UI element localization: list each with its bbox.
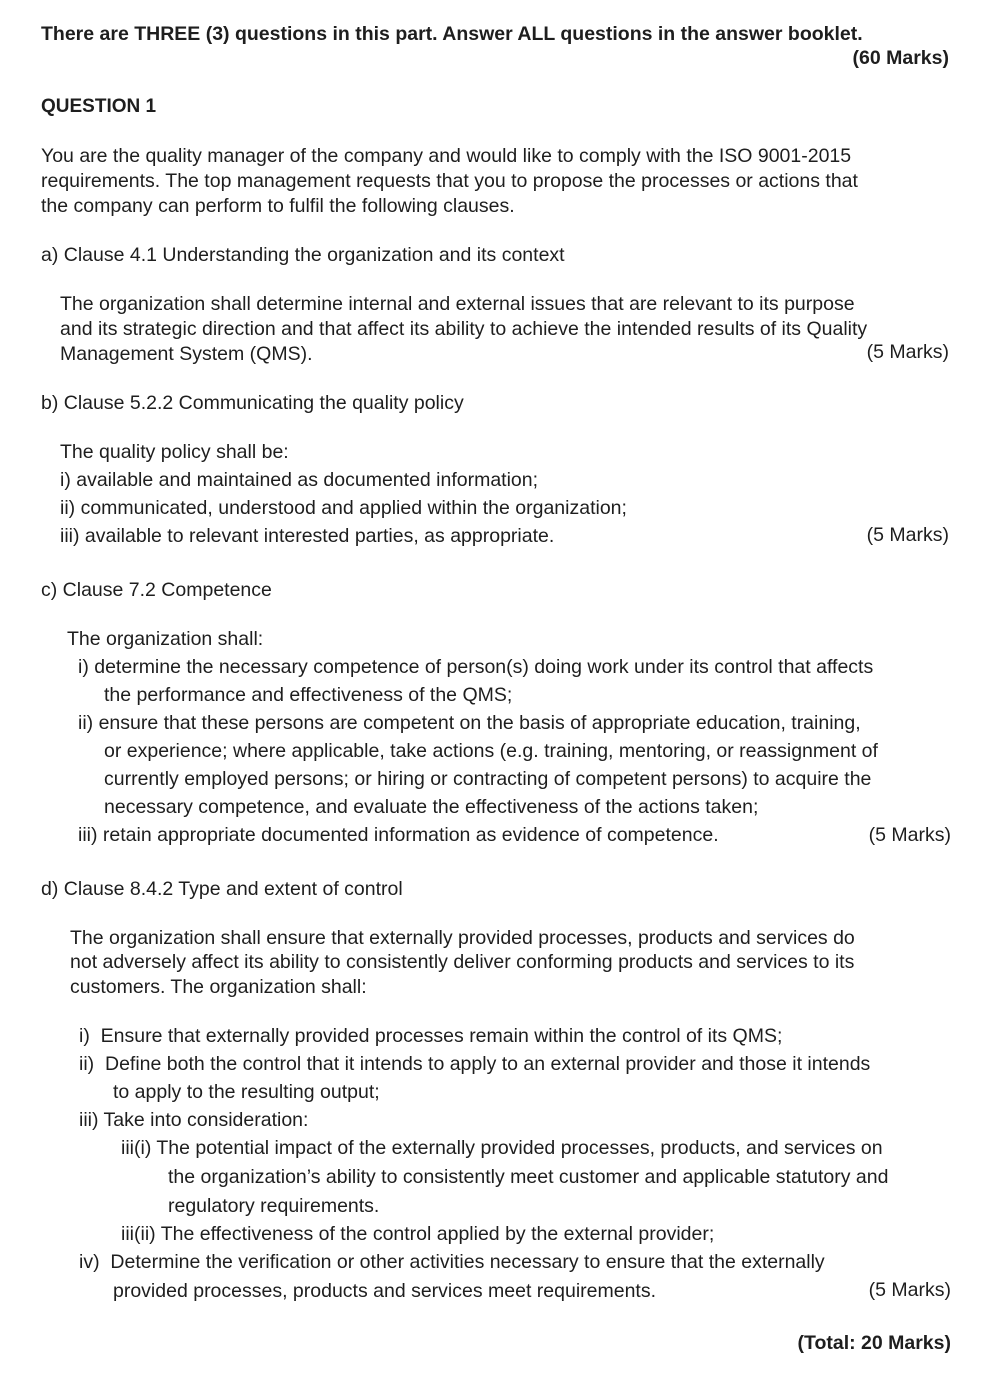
part-d-line: regulatory requirements.: [168, 1195, 380, 1217]
part-marks: (60 Marks): [852, 47, 949, 69]
part-c-line: necessary competence, and evaluate the effectiveness of the actions taken;: [104, 796, 759, 818]
part-c-line: the performance and effectiveness of the QMS;: [104, 684, 513, 706]
part-b-marks: (5 Marks): [866, 524, 949, 546]
part-d-line: the organization’s ability to consistently meet customer and applicable statutory and: [168, 1166, 889, 1188]
part-d-line: i) Ensure that externally provided processes remain within the control of its QMS;: [79, 1025, 783, 1047]
part-a-marks: (5 Marks): [866, 341, 949, 363]
part-b-item: iii) available to relevant interested parties, as appropriate.: [60, 525, 555, 547]
total-marks: (Total: 20 Marks): [797, 1332, 951, 1354]
part-a-line: The organization shall determine internal and external issues that are relevant to its purpose: [60, 293, 855, 315]
question-intro-line: the company can perform to fulfil the following clauses.: [41, 195, 515, 217]
part-d-line: iii(i) The potential impact of the externally provided processes, products, and services on: [121, 1137, 883, 1159]
part-b-heading: b) Clause 5.2.2 Communicating the quality policy: [41, 392, 464, 414]
part-d-marks: (5 Marks): [868, 1279, 951, 1301]
part-d-line: ii) Define both the control that it intends to apply to an external provider and those it intends: [79, 1053, 871, 1075]
part-c-line: iii) retain appropriate documented information as evidence of competence.: [78, 824, 719, 846]
question-title: QUESTION 1: [41, 96, 157, 117]
part-b-item: i) available and maintained as documented information;: [60, 469, 539, 491]
part-d-line: iv) Determine the verification or other activities necessary to ensure that the externally: [79, 1251, 825, 1273]
part-a-line: and its strategic direction and that affect its ability to achieve the intended results of its Quality: [60, 318, 868, 340]
part-a-line: Management System (QMS).: [60, 343, 313, 365]
part-d-line: iii) Take into consideration:: [79, 1109, 309, 1131]
part-d-intro-line: customers. The organization shall:: [70, 976, 367, 998]
part-b-lead: The quality policy shall be:: [60, 441, 289, 463]
exam-instruction: There are THREE (3) questions in this part. Answer ALL questions in the answer booklet.: [41, 23, 863, 45]
part-c-line: or experience; where applicable, take actions (e.g. training, mentoring, or reassignment of: [104, 740, 878, 762]
part-c-line: currently employed persons; or hiring or contracting of competent persons) to acquire the: [104, 768, 872, 790]
part-d-line: provided processes, products and services meet requirements.: [113, 1280, 657, 1302]
part-c-line: i) determine the necessary competence of person(s) doing work under its control that affects: [78, 656, 874, 678]
part-d-line: iii(ii) The effectiveness of the control applied by the external provider;: [121, 1223, 715, 1245]
part-c-line: ii) ensure that these persons are competent on the basis of appropriate education, training,: [78, 712, 861, 734]
part-a-heading: a) Clause 4.1 Understanding the organization and its context: [41, 244, 565, 266]
part-c-marks: (5 Marks): [868, 824, 951, 846]
part-b-item: ii) communicated, understood and applied within the organization;: [60, 497, 627, 519]
question-intro-line: requirements. The top management requests that you to propose the processes or actions that: [41, 170, 858, 192]
part-d-line: to apply to the resulting output;: [113, 1081, 380, 1103]
part-c-lead: The organization shall:: [67, 628, 264, 650]
part-d-intro-line: The organization shall ensure that externally provided processes, products and services do: [70, 927, 855, 949]
part-d-intro-line: not adversely affect its ability to consistently deliver conforming products and services to its: [70, 951, 855, 973]
question-intro-line: You are the quality manager of the company and would like to comply with the ISO 9001-2015: [41, 145, 852, 167]
part-d-heading: d) Clause 8.4.2 Type and extent of control: [41, 878, 403, 900]
part-c-heading: c) Clause 7.2 Competence: [41, 579, 272, 601]
